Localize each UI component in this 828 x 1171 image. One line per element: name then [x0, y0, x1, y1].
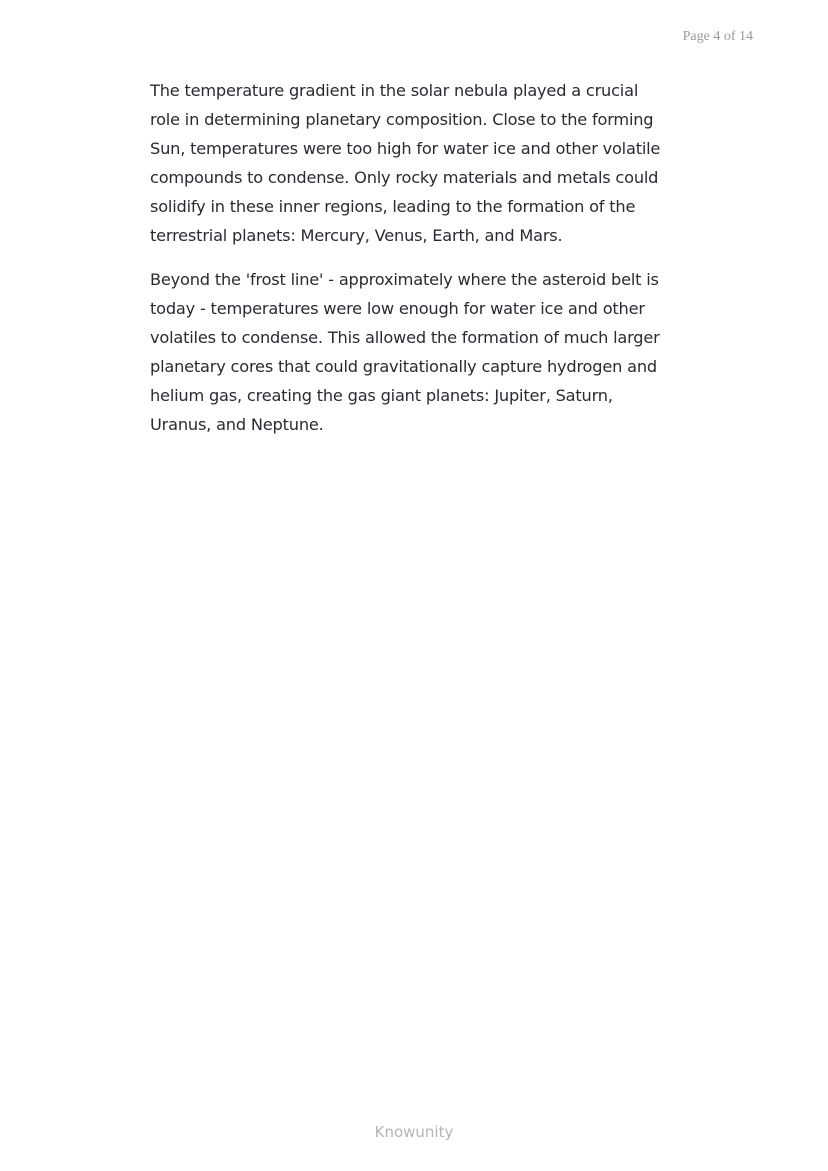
text-line: helium gas, creating the gas giant planets: Jupiter, Saturn, [150, 386, 613, 405]
text-line: compounds to condense. Only rocky materials and metals could [150, 168, 659, 187]
text-line: volatiles to condense. This allowed the formation of much larger [150, 328, 660, 347]
text-line: solidify in these inner regions, leading to the formation of the [150, 197, 636, 216]
page-number: Page 4 of 14 [682, 29, 753, 44]
footer-brand: Knowunity [374, 1123, 454, 1141]
text-line: Sun, temperatures were too high for water ice and other volatile [150, 139, 661, 158]
text-line: The temperature gradient in the solar nebula played a crucial [150, 81, 639, 100]
text-line: role in determining planetary composition. Close to the forming [150, 110, 654, 129]
text-line: terrestrial planets: Mercury, Venus, Earth, and Mars. [150, 226, 563, 245]
paragraph-temperature-gradient [150, 76, 690, 250]
paragraph-frost-line [150, 265, 690, 439]
text-line: today - temperatures were low enough for water ice and other [150, 299, 645, 318]
text-line: Uranus, and Neptune. [150, 415, 324, 434]
text-line: Beyond the 'frost line' - approximately where the asteroid belt is [150, 270, 659, 289]
text-line: planetary cores that could gravitationally capture hydrogen and [150, 357, 657, 376]
document-body [150, 76, 690, 454]
